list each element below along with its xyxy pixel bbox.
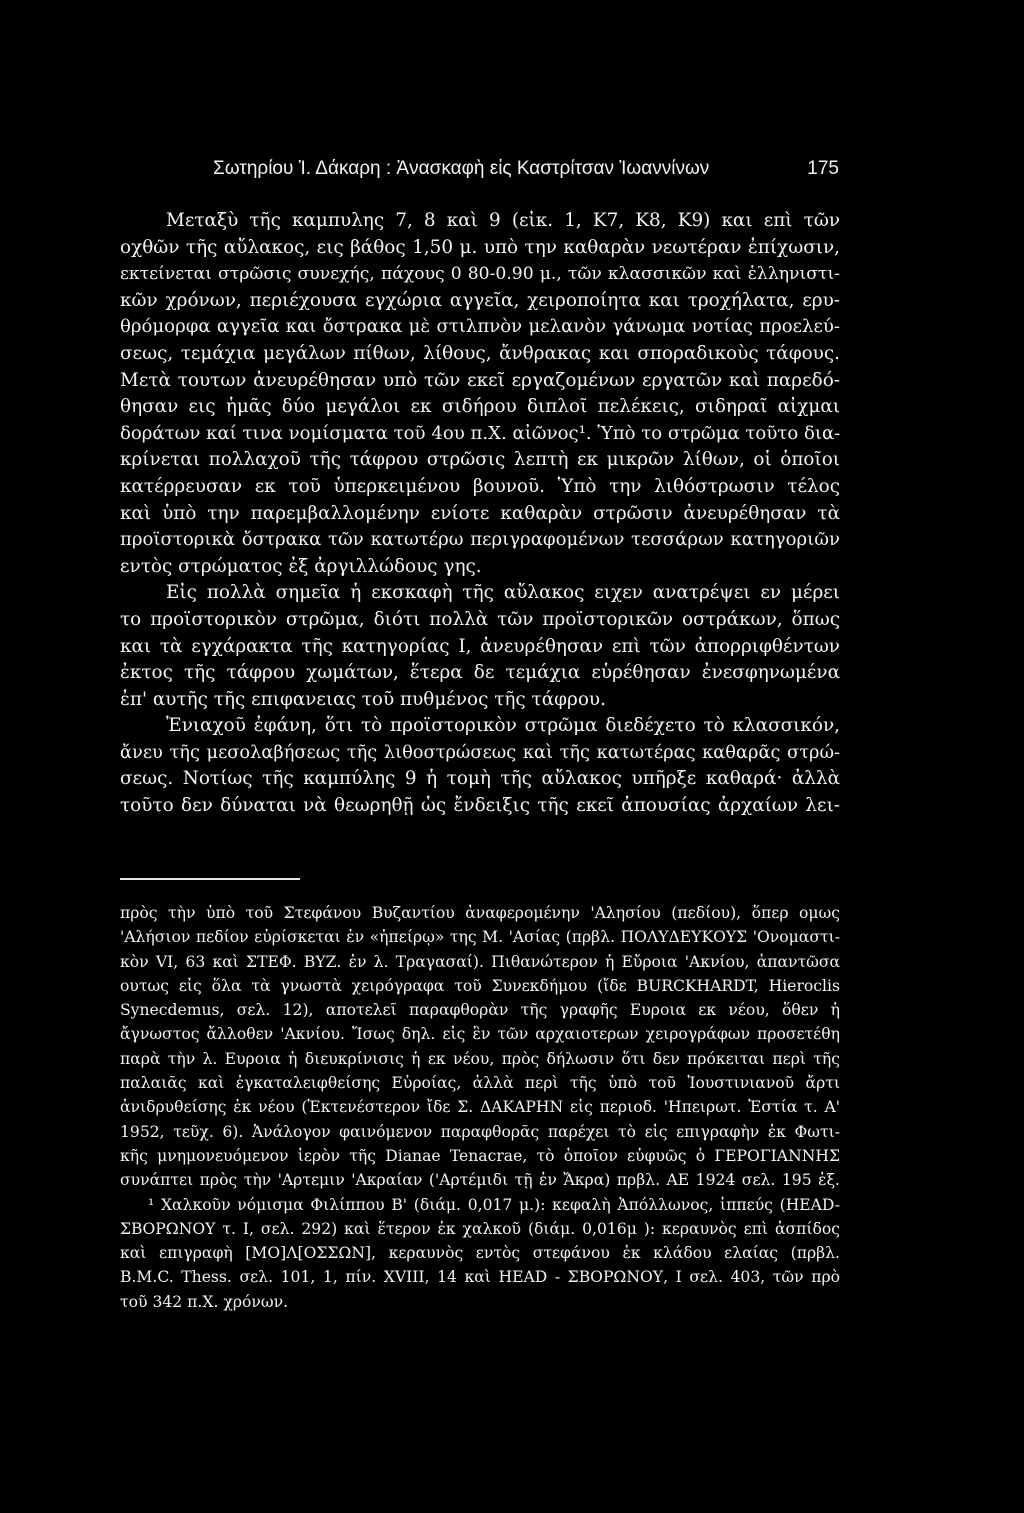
body-line: θησαν εις ἡμᾶς δύο μεγάλοι εκ σιδήρου διπλοῖ πελέκεις, σιδηραῖ αἰχμαι <box>120 396 840 418</box>
footnote-line: συνάπτει πρὸς τὴν 'Αρτεμιν 'Ακραίαν ('Αρτέμιδι τῇ ἐν Ἄκρα) πρβλ. ΑΕ 1924 σελ. 195 ἑξ. <box>120 1171 840 1190</box>
body-line: το προϊστορικὸν στρῶμα, διότι πολλὰ τῶν προϊστορικῶν οστράκων, ὅπως <box>120 608 840 630</box>
footnote-line: κὸν VI, 63 καὶ ΣΤΕΦ. ΒΥΖ. ἐν λ. Τραγασαί). Πιθανώτερον ἡ Εὔροια 'Ακνίου, ἁπαντῶσα <box>120 952 840 971</box>
body-line: θρόμορφα αγγεῖα και ὄστρακα μὲ στιλπνὸν μελανὸν γάνωμα νοτίας προελεύ- <box>120 316 840 338</box>
body-line: σεως. Νοτίως τῆς καμπύλης 9 ἡ τομὴ τῆς αὔλακος υπῆρξε καθαρά· ἀλλὰ <box>120 768 840 790</box>
footnote-line: 'Αλήσιον πεδίον εὑρίσκεται ἐν «ἠπείρῳ» της Μ. 'Ασίας (πρβλ. ΠΟΛΥΔΕΥΚΟΥΣ 'Ονομαστι- <box>120 928 840 947</box>
body-line: εκτείνεται στρῶσις συνεχής, πάχους 0 80-0.90 μ., τῶν κλασσικῶν καὶ ἑλληνιστι- <box>120 264 840 285</box>
footnote-line: ΣΒΟΡΩΝΟΥ τ. I, σελ. 292) καὶ ἕτερον ἐκ χαλκοῦ (διάμ. 0,016μ ): κεραυνὸς επὶ ἀσπίδος <box>120 1219 840 1238</box>
body-line: Ἐνιαχοῦ ἐφάνη, ὅτι τὸ προϊστορικὸν στρῶμα διεδέχετο τὸ κλασσικόν, <box>166 715 840 737</box>
footnote-line: παλαιᾶς καὶ ἐγκαταλειφθείσης Εὐροίας, ἀλλὰ περὶ τῆς ὑπὸ τοῦ Ἰουστινιανοῦ ἄρτι <box>120 1074 840 1093</box>
body-line: κατέρρευσαν εκ τοῦ ὑπερκειμένου βουνοῦ. Ὑπὸ την λιθόστρωσιν τέλος <box>120 475 840 497</box>
footnote-line: κῆς μνημονευόμενον ἱερὸν τῆς Dianae Tenacrae, τὸ ὁποῖον εὐφυῶς ὁ ΓΕΡΟΓΙΑΝΝΗΣ <box>120 1146 840 1165</box>
body-line: οχθῶν τῆς αὔλακος, εις βάθος 1,50 μ. υπὸ την καθαρὰν νεωτέραν ἐπίχωσιν, <box>120 236 840 258</box>
footnote-line: ἄγνωστος ἄλλοθεν 'Ακνίου. Ἴσως δηλ. εἰς ἓν τῶν αρχαιοτερων χειρογράφων προσετέθη <box>120 1025 840 1044</box>
body-line: προϊστορικὰ ὄστρακα τῶν κατωτέρω περιγραφομένων τεσσάρων κατηγοριῶν <box>120 529 840 551</box>
footnote-line: παρὰ τὴν λ. Ευροια ἡ διευκρίνισις ἡ εκ νέου, πρὸς δήλωσιν ὅτι δεν πρόκειται περὶ τῆς <box>120 1049 840 1068</box>
body-line: ἄνευ τῆς μεσολαβήσεως τῆς λιθοστρώσεως καὶ τῆς κατωτέρας καθαρᾶς στρώ- <box>120 741 840 763</box>
body-text <box>120 208 840 820</box>
footnote-rule <box>120 878 300 880</box>
footnote-line: καὶ επιγραφὴ [ΜΟ]Λ[ΟΣΣΩΝ], κεραυνὸς εντὸς στεφάνου ἐκ κλάδου ελαίας (πρβλ. <box>120 1244 840 1263</box>
page-number: 175 <box>807 158 839 179</box>
body-line: ἐκτος τῆς τάφρου χωμάτων, ἕτερα δε τεμάχια εὑρέθησαν ἐνεσφηνωμένα <box>120 662 840 684</box>
footnote-line: 1952, τεῦχ. 6). Ἀνάλογον φαινόμενον παραφθορᾶς παρέχει τὸ εἰς επιγραφὴν ἐκ Φωτι- <box>120 1122 840 1141</box>
body-line: εντὸς στρώματος ἐξ ἀργιλλώδους γης. <box>120 555 482 577</box>
footnote-line: ¹ Χαλκοῦν νόμισμα Φιλίππου Β' (διάμ. 0,017 μ.): κεφαλὴ Ἀπόλλωνος, ἱππεύς (HEAD- <box>148 1195 840 1214</box>
body-line: και τὰ εγχάρακτα τῆς κατηγορίας I, ἀνευρέθησαν επὶ τῶν ἀπορριφθέντων <box>120 635 840 657</box>
body-line: τοῦτο δεν δύναται νὰ θεωρηθῇ ὡς ἔνδειξις τῆς εκεῖ ἀπουσίας ἀρχαίων λει- <box>120 795 840 817</box>
footnote-line: τοῦ 342 π.Χ. χρόνων. <box>120 1292 289 1311</box>
footnote-line: πρὸς τὴν ὑπὸ τοῦ Στεφάνου Βυζαντίου ἀναφερομένην 'Αλησίου (πεδίου), ὅπερ ομως <box>120 904 840 922</box>
body-line: Εἰς πολλὰ σημεῖα ἡ εκσκαφὴ τῆς αὔλακος ειχεν ανατρέψει εν μέρει <box>166 582 840 604</box>
footnote-line: ουτως εἰς ὅλα τὰ γνωστὰ χειρόγραφα τοῦ Συνεκδήμου (ἴδε BURCKHARDT, Hierοclis <box>120 976 840 995</box>
footnotes <box>120 901 840 1314</box>
footnote-line: ἀνιδρυθείσης ἐκ νέου (Ἐκτενέστερον ἴδε Σ. ΔΑΚΑΡΗΝ εἰς περιοδ. 'Ηπειρωτ. Ἑστία τ. Α' <box>120 1098 840 1117</box>
footnote-line: Synecdemus, σελ. 12), αποτελεῖ παραφθορὰν τῆς γραφῆς Ευροια εκ νέου, ὅθεν ἡ <box>120 1001 840 1020</box>
body-line: Μετὰ τουτων ἀνευρέθησαν υπὸ τῶν εκεῖ εργαζομένων εργατῶν καὶ παρεδό- <box>120 369 840 391</box>
running-head <box>213 156 839 182</box>
body-line: Μεταξὺ τῆς καμπυλης 7, 8 καὶ 9 (εἰκ. 1, Κ7, Κ8, Κ9) και επὶ τῶν <box>166 210 840 231</box>
body-line: δοράτων καί τινα νομίσματα τοῦ 4ου π.Χ. αἰῶνος¹. Ὑπὸ το στρῶμα τοῦτο δια- <box>120 422 840 444</box>
running-head-title: Σωτηρίου Ἰ. Δάκαρη : Ἀνασκαφὴ εἰς Καστρίτσαν Ἰωαννίνων <box>213 158 710 179</box>
body-line: καὶ ὑπὸ την παρεμβαλλομένην ενίοτε καθαρὰν στρῶσιν ἀνευρέθησαν τὰ <box>120 502 840 524</box>
body-line: κρίνεται πολλαχοῦ τῆς τάφρου στρῶσις λεπτὴ εκ μικρῶν λίθων, οἱ ὁποῖοι <box>120 449 840 471</box>
body-line: κῶν χρόνων, περιέχουσα εγχώρια αγγεῖα, χειροποίητα και τροχήλατα, ερυ- <box>120 289 840 311</box>
footnote-line: B.M.C. Thess. σελ. 101, 1, πίν. XVIII, 14 καὶ HEAD - ΣΒΟΡΩΝΟΥ, I σελ. 403, τῶν πρὸ <box>120 1268 840 1287</box>
body-line: ἐπ' αυτῆς τῆς επιφανειας τοῦ πυθμένος τῆς τάφρου. <box>120 688 606 710</box>
body-line: σεως, τεμάχια μεγάλων πίθων, λίθους, ἄνθρακας και σποραδικοὺς τάφους. <box>120 342 840 364</box>
